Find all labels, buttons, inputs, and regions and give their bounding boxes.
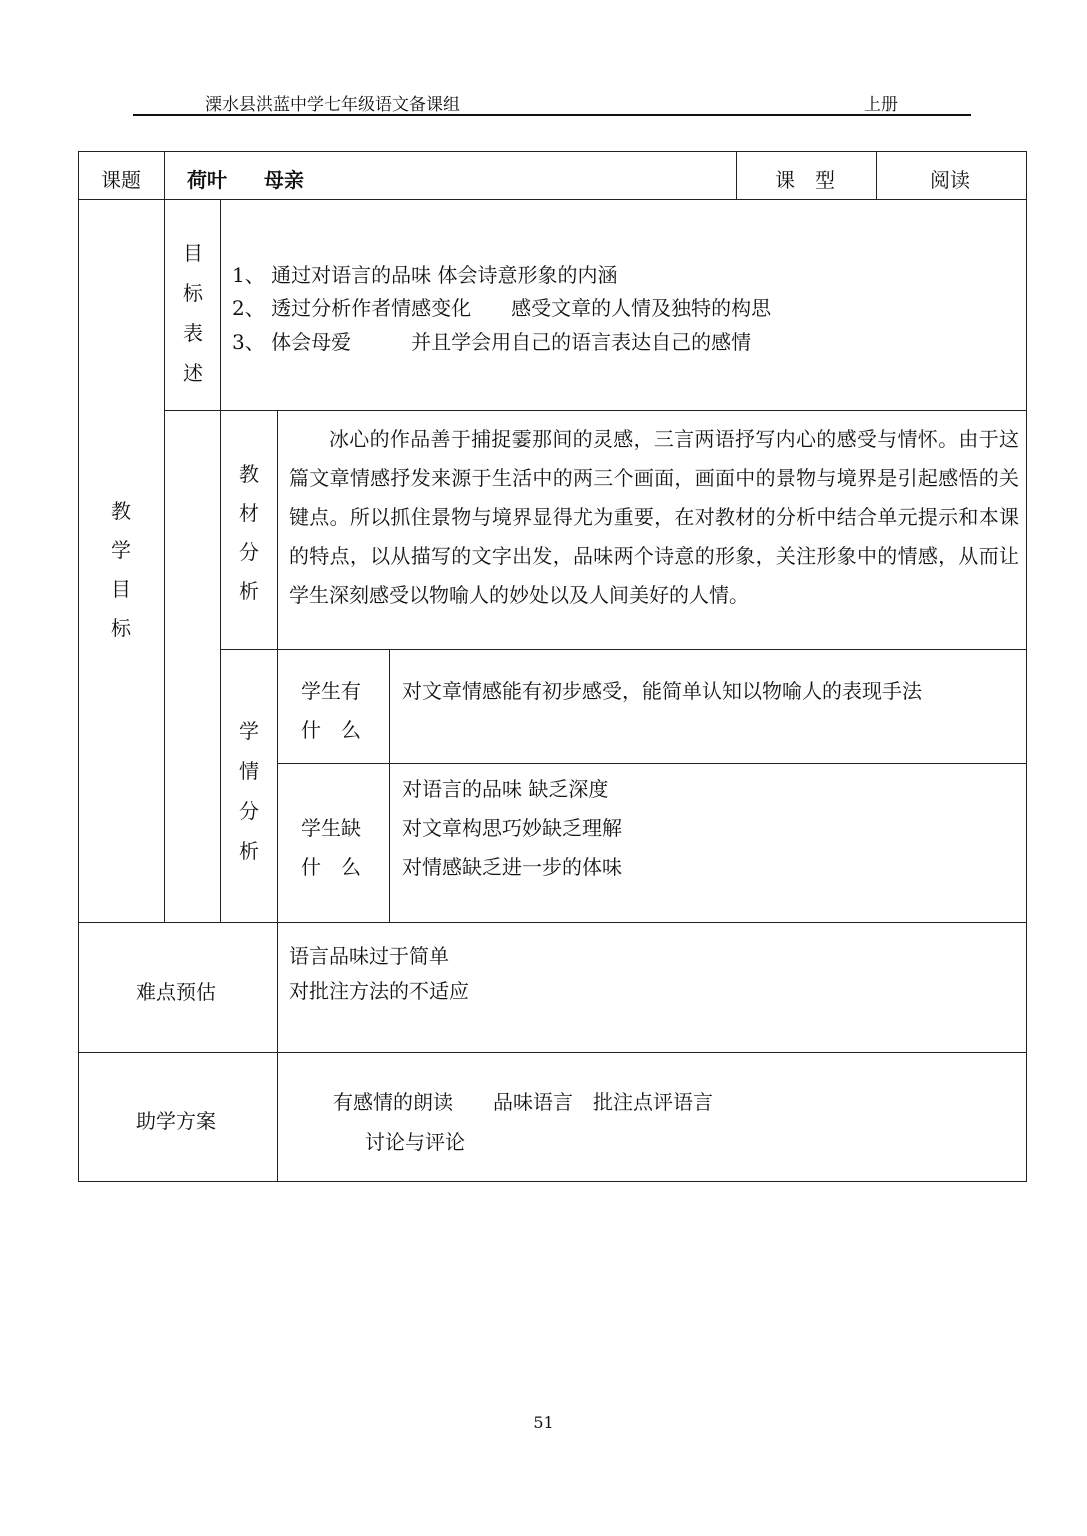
goal-item-3: 3、 体会母爱 并且学会用自己的语言表达自己的感情 — [232, 330, 752, 354]
lesson-type-value: 阅读 — [930, 168, 970, 192]
header-volume: 上册 — [864, 95, 898, 115]
header-title: 溧水县洪蓝中学七年级语文备课组 — [205, 95, 460, 115]
difficulty-item-2: 对批注方法的不适应 — [289, 979, 469, 1003]
learner-has-label-1: 学生有 — [301, 679, 361, 703]
learner-has-text: 对文章情感能有初步感受，能简单认知以物喻人的表现手法 — [402, 679, 922, 703]
material-analysis-text: 冰心的作品善于捕捉霎那间的灵感，三言两语抒写内心的感受与情怀。由于这篇文章情感抒发来源于生活中的两三个画面，画面中的景物与境界是引起感悟的关键点。所以抓住景物与境界显得尤为重要，在对教材的分析中结合单元提示和本课的特点，以从描写的文字出发，品味两个诗意的形象，关注形象中的情感，从而让学生深刻感受以物喻人的妙处以及人间美好的人情。 — [289, 427, 1019, 607]
lesson-title-2: 母亲 — [264, 168, 304, 192]
lesson-title-1: 荷叶 — [187, 168, 227, 192]
teaching-goals-label: 教 学 目 标 — [111, 499, 131, 640]
learner-lacks-item-3: 对情感缺乏进一步的体味 — [402, 855, 622, 879]
support-plan-line-1: 有感情的朗读 品味语言 批注点评语言 — [333, 1090, 713, 1114]
header-rule — [133, 114, 971, 116]
learner-lacks-label-1: 学生缺 — [301, 816, 361, 840]
lesson-type-label: 课 型 — [775, 168, 835, 192]
page-number: 51 — [533, 1413, 554, 1432]
learner-analysis-label: 学 情 分 析 — [239, 719, 259, 863]
lesson-topic-label: 课题 — [101, 168, 141, 192]
learner-lacks-item-1: 对语言的品味 缺乏深度 — [402, 777, 609, 801]
material-analysis-label: 教 材 分 析 — [239, 462, 259, 603]
support-plan-label: 助学方案 — [136, 1109, 216, 1133]
support-plan-line-2: 讨论与评论 — [365, 1130, 465, 1154]
difficulty-item-1: 语言品味过于简单 — [289, 944, 449, 968]
learner-lacks-label-2: 什 么 — [301, 855, 361, 879]
difficulty-label: 难点预估 — [136, 980, 216, 1004]
learner-has-label-2: 什 么 — [301, 718, 361, 742]
goal-item-1: 1、 通过对语言的品味 体会诗意形象的内涵 — [232, 263, 618, 287]
learner-lacks-item-2: 对文章构思巧妙缺乏理解 — [402, 816, 622, 840]
goal-expression-label: 目 标 表 述 — [183, 241, 203, 385]
goal-item-2: 2、 透过分析作者情感变化 感受文章的人情及独特的构思 — [232, 296, 772, 320]
